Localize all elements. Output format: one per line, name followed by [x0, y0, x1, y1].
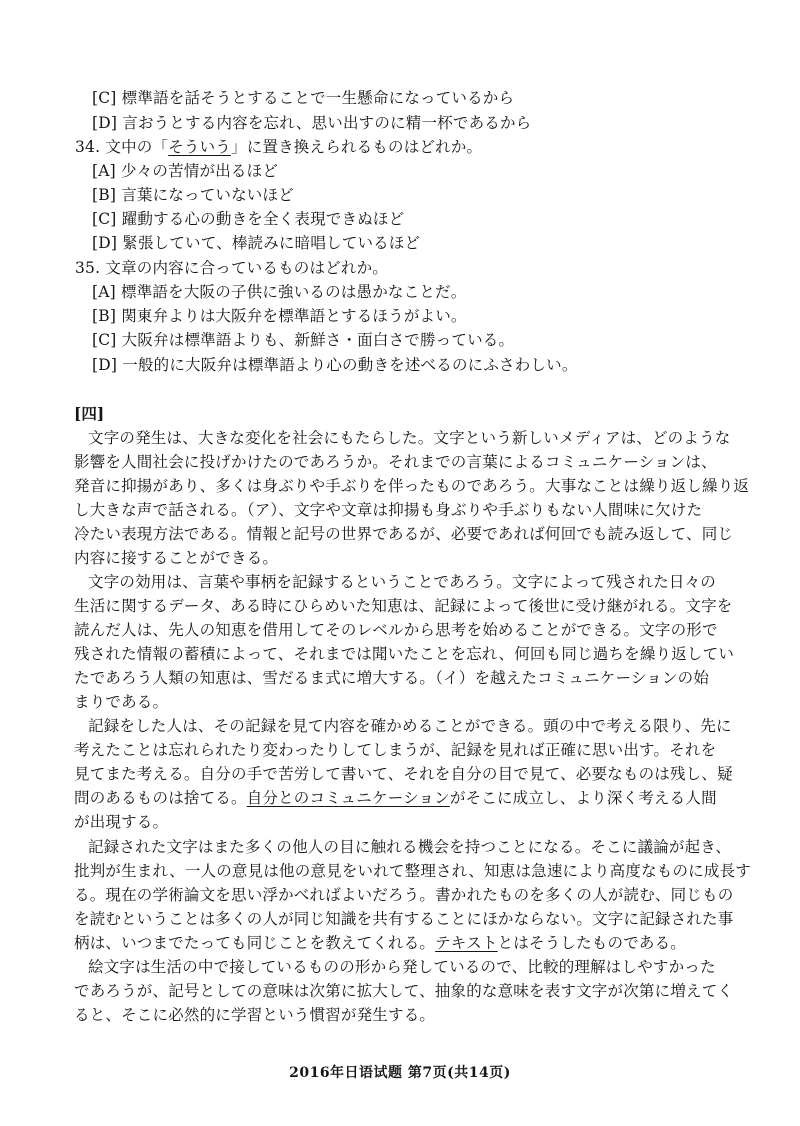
- passage-line: し大きな声で話される。（ア）、文字や文章は抑揚も身ぶりや手ぶりもない人間味に欠けた: [74, 501, 703, 519]
- passage-line: [74, 933, 734, 953]
- page-footer: 2016年日语试题 第7页(共14页): [289, 1065, 511, 1081]
- passage-line: 記録をした人は、その記録を見て内容を確かめることができる。頭の中で考える限り、先に: [88, 717, 732, 735]
- passage-line: 見てまた考える。自分の手で苦労して書いて、それを自分の目で見て、必要なものは残し、疑: [74, 765, 733, 783]
- q34-prefix: 34. 文中の「: [75, 138, 169, 156]
- passage-text: とはそうしたものである。: [497, 934, 687, 952]
- passage-text: 柄は、いつまでたっても同じことを教えてくれる。: [74, 934, 436, 952]
- passage-line: 残された情報の蓄積によって、それまでは聞いたことを忘れ、何回も同じ過ちを繰り返してい: [74, 645, 735, 663]
- passage-text: がそこに成立し、より深く考える人間: [449, 789, 717, 807]
- passage-line: 絵文字は生活の中で接しているものの形から発しているので、比較的理解はしやすかった: [88, 958, 716, 976]
- q34-option-c: [C] 躍動する心の動きを全く表現できぬほど: [92, 210, 405, 228]
- passage-line: 発音に抑揚があり、多くは身ぶりや手ぶりを伴ったものであろう。大事なことは繰り返し繰り返: [74, 477, 750, 495]
- passage-line: 読んだ人は、先人の知恵を借用してそのレベルから思考を始めることができる。文字の形で: [74, 621, 718, 639]
- passage-line: 内容に接することができる。: [74, 549, 279, 567]
- passage-line: まりである。: [74, 693, 169, 711]
- passage-line: 文字の発生は、大きな変化を社会にもたらした。文字という新しいメディアは、どのような: [88, 429, 731, 447]
- q33-option-c: [C] 標準語を話そうとすることで一生懸命になっているから: [92, 89, 515, 107]
- passage-line: 考えたことは忘れられたり変わったりしてしまうが、記録を見れば正確に思い出す。それを: [74, 741, 717, 759]
- passage-line: 冷たい表現方法である。情報と記号の世界であるが、必要であれば何回でも読み返して、同じ: [74, 525, 734, 543]
- passage-line: 文字の効用は、言葉や事柄を記録するということであろう。文字によって残された日々の: [88, 573, 717, 591]
- passage-line: を読むということは多くの人が同じ知識を共有することにほかならない。文字に記録された事: [74, 910, 734, 928]
- section-heading: [四]: [74, 404, 105, 423]
- passage-line: 記録された文字はまた多くの他人の目に触れる機会を持つことになる。そこに議論が起き、: [88, 838, 732, 856]
- q34-option-d: [D] 緊張していて、棒読みに暗唱しているほど: [92, 234, 421, 252]
- passage-line: 生活に関するデータ、ある時にひらめいた知恵は、記録によって後世に受け継がれる。文字を: [74, 597, 733, 615]
- q34-option-b: [B] 言葉になっていないほど: [92, 186, 294, 204]
- passage-line: 影響を人間社会に投げかけたのであろうか。それまでの言葉によるコミュニケーションは、: [74, 453, 717, 471]
- q34-keyword: そういう: [168, 138, 231, 156]
- q34-option-a: [A] 少々の苦情が出るほど: [92, 162, 279, 180]
- passage-line: であろうが、記号としての意味は次第に拡大して、抽象的な意味を表す文字が次第に増えてく: [74, 982, 734, 1000]
- passage-text: 問のあるものは捨てる。: [74, 789, 247, 807]
- passage-line: ると、そこに必然的に学習という慣習が発生する。: [74, 1006, 436, 1024]
- passage-line: [74, 788, 734, 808]
- passage-line: たであろう人類の知恵は、雪だるま式に増大する。（イ）を越えたコミュニケーションの始: [74, 669, 710, 687]
- q35-option-c: [C] 大阪弁は標準語よりも、新鮮さ・面白さで勝っている。: [92, 331, 515, 349]
- underlined-phrase: テキスト: [435, 934, 498, 952]
- q33-option-d: [D] 言おうとする内容を忘れ、思い出すのに精一杯であるから: [92, 114, 532, 132]
- q35-question: 35. 文章の内容に合っているものはどれか。: [75, 259, 388, 277]
- q34-suffix: 」に置き換えられるものはどれか。: [231, 138, 483, 156]
- passage-line: が出現する。: [74, 813, 169, 831]
- q35-option-a: [A] 標準語を大阪の子供に強いるのは愚かなことだ。: [92, 283, 467, 301]
- q34-question: [75, 137, 482, 157]
- passage-line: る。現在の学術論文を思い浮かべればよいだろう。書かれたものを多くの人が読む、同じもの: [74, 886, 734, 904]
- q35-option-b: [B] 関東弁よりは大阪弁を標準語とするほうがよい。: [92, 307, 467, 325]
- passage-line: 批判が生まれ、一人の意見は他の意見をいれて整理され、知恵は急速により高度なものに成長す: [74, 862, 751, 880]
- q35-option-d: [D] 一般的に大阪弁は標準語より心の動きを述べるのにふさわしい。: [92, 356, 578, 374]
- underlined-phrase: 自分とのコミュニケーション: [246, 789, 450, 807]
